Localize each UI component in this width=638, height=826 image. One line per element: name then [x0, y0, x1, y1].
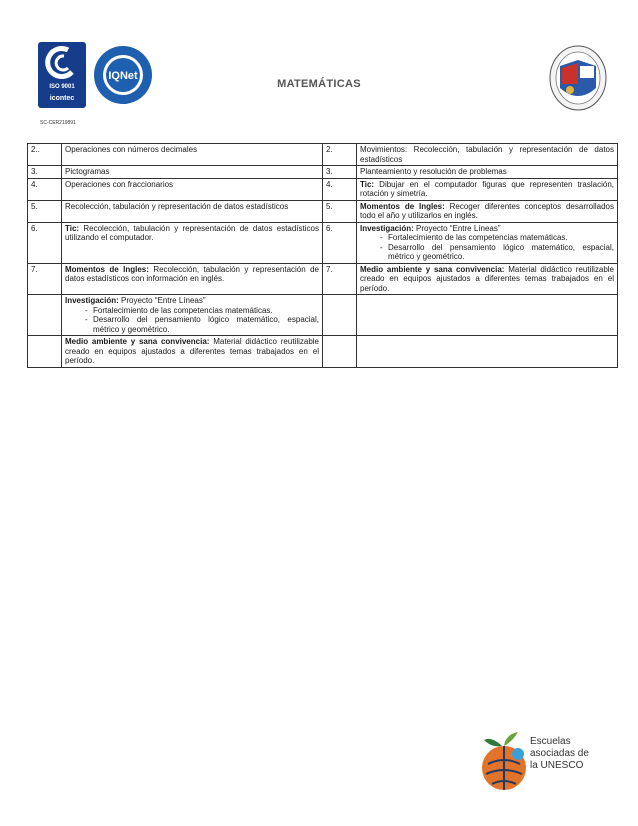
right-topic-cell: [357, 166, 618, 179]
iso-logo: [38, 42, 86, 108]
left-topic-label: Tic:: [65, 223, 80, 233]
table-row: [28, 295, 618, 336]
right-topic-cell: [357, 263, 618, 295]
iqnet-logo: [92, 44, 154, 106]
left-topic-cell: [62, 166, 323, 179]
right-item-number: [323, 336, 357, 368]
left-topic-cell: [62, 200, 323, 222]
right-topic-cell: [357, 200, 618, 222]
left-subtopic-item: - Desarrollo del pensamiento lógico matemático, espacial, métrico y geométrico.: [65, 315, 319, 334]
right-subtopic-item: - Fortalecimiento de las competencias matemáticas.: [360, 233, 614, 243]
left-topic-cell: [62, 336, 323, 368]
left-topic-cell: [62, 222, 323, 263]
right-topic-text: Movimientos: Recolección, tabulación y representación de datos estadísticos: [360, 145, 614, 164]
table-row: [28, 336, 618, 368]
left-item-number: 6.: [28, 222, 62, 263]
right-item-number: 7.: [323, 263, 357, 295]
table-row: [28, 263, 618, 295]
right-subtopic-item: - Desarrollo del pensamiento lógico matemático, espacial, métrico y geométrico.: [360, 243, 614, 262]
iso-cert-code: SC-CER219891: [40, 120, 76, 126]
right-item-number: [323, 295, 357, 336]
iso-label: ISO 9001: [49, 84, 75, 90]
left-item-number: [28, 295, 62, 336]
left-item-number: [28, 336, 62, 368]
left-topic-label: Medio ambiente y sana convivencia:: [65, 337, 210, 346]
right-topic-label: Momentos de Ingles:: [360, 201, 445, 211]
right-topic-text: Planteamiento y resolución de problemas: [360, 167, 507, 176]
right-topic-text: Material didáctico reutilizable creado en equipos ajustados a diferentes temas trabajados en el período.: [360, 264, 614, 293]
left-topic-label: Momentos de Ingles:: [65, 264, 149, 274]
topics-table: [27, 143, 618, 368]
unesco-line-1: Escuelas: [530, 736, 571, 747]
right-topic-label: Medio ambiente y sana convivencia:: [360, 264, 505, 274]
right-topic-cell: [357, 178, 618, 200]
unesco-logo: [478, 728, 618, 798]
table-row: [28, 166, 618, 179]
unesco-text: [530, 736, 589, 772]
right-topic-cell: [357, 295, 618, 336]
right-item-number: 4.: [323, 178, 357, 200]
right-topic-text: Recoger diferentes conceptos desarrollados todo el año y utilizarlos en inglés.: [360, 201, 615, 220]
icontec-swirl-icon: [38, 42, 86, 82]
left-topic-text: Proyecto “Entre Líneas”: [118, 296, 206, 305]
left-topic-label: Investigación:: [65, 296, 119, 305]
right-item-number: 6.: [323, 222, 357, 263]
iso-org: icontec: [49, 95, 75, 102]
left-topic-text: Operaciones con números decimales: [65, 145, 198, 154]
left-topic-text: Recolección, tabulación y representación de datos estadísticos: [65, 201, 289, 211]
left-item-number: 5.: [28, 200, 62, 222]
right-item-number: 3.: [323, 166, 357, 179]
iqnet-label: IQNet: [108, 70, 138, 82]
table-row: [28, 144, 618, 166]
left-topic-text: Recolección, tabulación y representación de datos estadísticos utilizando el computador.: [65, 223, 319, 242]
table-row: [28, 222, 618, 263]
left-topic-cell: [62, 144, 323, 166]
table-row: [28, 178, 618, 200]
unesco-line-3: la UNESCO: [530, 760, 584, 771]
left-item-number: 3.: [28, 166, 62, 179]
left-item-number: 4.: [28, 178, 62, 200]
left-topic-cell: [62, 178, 323, 200]
table-row: [28, 200, 618, 222]
left-topic-text: Pictogramas: [65, 167, 110, 176]
right-topic-cell: [357, 336, 618, 368]
left-topic-text: Recolección, tabulación y representación de datos estadísticos con información en inglés.: [65, 264, 319, 283]
left-item-number: 2..: [28, 144, 62, 166]
right-topic-text: Proyecto “Entre Líneas”: [413, 223, 501, 233]
right-item-number: 5.: [323, 200, 357, 222]
right-topic-label: Tic:: [360, 179, 375, 189]
unesco-line-2: asociadas de: [530, 748, 589, 759]
unesco-fruit-icon: [478, 728, 530, 794]
school-crest-icon: [548, 44, 608, 112]
right-topic-label: Investigación:: [360, 223, 414, 233]
right-topic-cell: [357, 144, 618, 166]
right-item-number: 2.: [323, 144, 357, 166]
left-item-number: 7.: [28, 263, 62, 295]
right-topic-text: Dibujar en el computador figuras que representen traslación, rotación y simetría.: [360, 179, 614, 198]
left-topic-text: Operaciones con fraccionarios: [65, 179, 174, 189]
right-topic-cell: [357, 222, 618, 263]
left-topic-cell: [62, 263, 323, 295]
page-title: MATEMÁTICAS: [277, 78, 361, 90]
left-subtopic-item: - Fortalecimiento de las competencias matemáticas.: [65, 306, 319, 316]
left-topic-text: Material didáctico reutilizable creado en equipos ajustados a diferentes temas trabajados en el período.: [65, 337, 319, 365]
left-topic-cell: [62, 295, 323, 336]
